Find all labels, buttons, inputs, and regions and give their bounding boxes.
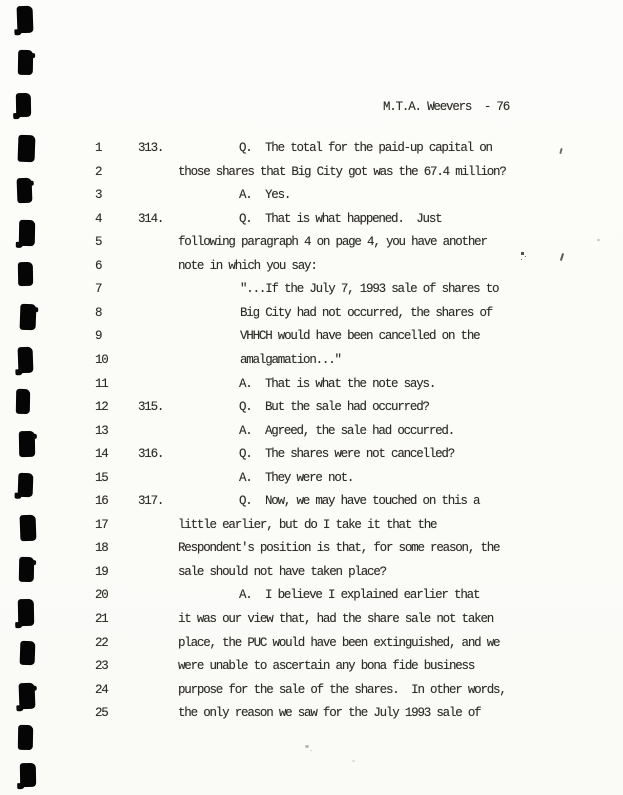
line-number: 6 (95, 258, 102, 273)
line-number: 5 (95, 235, 102, 250)
scan-speck (521, 252, 524, 255)
line-number: 11 (95, 376, 108, 391)
line-text: purpose for the sale of the shares. In other words, (178, 682, 506, 697)
transcript-line (0, 514, 623, 538)
transcript-line (0, 467, 623, 491)
transcript-line (0, 632, 623, 656)
line-text: were unable to ascertain any bona fide business (178, 659, 475, 674)
line-text: Big City had not occurred, the shares of (240, 305, 493, 320)
line-number: 21 (95, 612, 108, 626)
qa-marker: Q. (239, 494, 252, 509)
qa-marker: A. (239, 376, 252, 391)
line-number: 16 (95, 494, 108, 509)
qa-marker: A. (239, 588, 252, 603)
line-number: 20 (95, 588, 108, 603)
transcript-line (0, 255, 623, 279)
line-text: following paragraph 4 on page 4, you have another (178, 235, 487, 250)
transcript-line (0, 608, 623, 632)
line-number: 9 (95, 329, 102, 344)
question-number: 317. (138, 494, 164, 509)
line-number: 15 (95, 470, 108, 485)
line-text: it was our view that, had the share sale not taken (178, 612, 494, 626)
transcript-line (0, 561, 623, 585)
qa-marker: Q. (239, 400, 252, 415)
transcript-line (0, 137, 623, 161)
qa-marker: A. (239, 470, 252, 485)
line-text: "...If the July 7, 1993 sale of shares to (240, 282, 499, 297)
line-text: place, the PUC would have been extinguished, and we (178, 635, 500, 650)
transcript-line (0, 537, 623, 561)
binding-mark (20, 763, 36, 787)
qa-marker: A. (239, 188, 252, 203)
line-text: Respondent's position is that, for some reason, the (178, 541, 500, 556)
scan-speck (305, 745, 309, 748)
transcript-line (0, 490, 623, 514)
qa-marker: Q. (239, 447, 252, 462)
line-number: 1 (95, 141, 102, 155)
page-header: M.T.A. Weevers - 76 (383, 100, 510, 114)
scan-speck (352, 760, 355, 762)
line-number: 4 (95, 211, 102, 226)
question-number: 315. (138, 400, 164, 415)
line-text: those shares that Big City got was the 67.4 million? (178, 164, 506, 179)
transcript-line (0, 349, 623, 373)
line-text: Agreed, the sale had occurred. (265, 423, 455, 438)
transcript-line (0, 231, 623, 255)
binding-mark (16, 93, 31, 117)
line-text: VHHCH would have been cancelled on the (240, 329, 480, 344)
line-number: 24 (95, 682, 108, 697)
transcript-line (0, 302, 623, 326)
transcript-line (0, 443, 623, 467)
line-text: the only reason we saw for the July 1993 sale of (178, 706, 481, 721)
transcript-line (0, 325, 623, 349)
transcript-line (0, 655, 623, 679)
line-text: The total for the paid-up capital on (265, 141, 492, 155)
qa-marker: A. (239, 423, 252, 438)
line-number: 22 (95, 635, 108, 650)
line-number: 23 (95, 659, 108, 674)
transcript-line (0, 208, 623, 232)
transcript-line (0, 396, 623, 420)
transcript-line (0, 584, 623, 608)
line-number: 10 (95, 352, 108, 367)
question-number: 313. (138, 141, 164, 155)
transcript-line (0, 161, 623, 185)
line-text: That is what the note says. (265, 376, 436, 391)
line-number: 2 (95, 164, 102, 179)
line-number: 13 (95, 423, 108, 438)
line-text: That is what happened. Just (265, 211, 442, 226)
transcript-line (0, 679, 623, 703)
line-number: 12 (95, 400, 108, 415)
line-text: sale should not have taken place? (178, 564, 386, 579)
scan-speck (597, 239, 600, 241)
transcript-line (0, 278, 623, 302)
transcript-line (0, 373, 623, 397)
question-number: 314. (138, 211, 164, 226)
line-number: 17 (95, 517, 108, 532)
line-number: 25 (95, 706, 108, 721)
binding-mark (17, 6, 34, 34)
transcript-line (0, 184, 623, 208)
transcript-line (0, 702, 623, 726)
line-text: note in which you say: (178, 258, 317, 273)
line-number: 19 (95, 564, 108, 579)
line-number: 18 (95, 541, 108, 556)
qa-marker: Q. (239, 141, 252, 155)
binding-mark (18, 50, 33, 75)
question-number: 316. (138, 447, 164, 462)
line-number: 3 (95, 188, 102, 203)
line-text: Now, we may have touched on this a (265, 494, 480, 509)
line-text: Yes. (265, 188, 291, 203)
line-text: But the sale had occurred? (265, 400, 429, 415)
qa-marker: Q. (239, 211, 252, 226)
line-text: little earlier, but do I take it that the (178, 517, 437, 532)
line-text: They were not. (265, 470, 354, 485)
transcript-line (0, 420, 623, 444)
binding-mark (18, 725, 33, 750)
line-text: The shares were not cancelled? (265, 447, 455, 462)
line-text: amalgamation..." (240, 352, 341, 367)
line-number: 8 (95, 305, 102, 320)
line-number: 7 (95, 282, 102, 297)
line-number: 14 (95, 447, 108, 462)
line-text: I believe I explained earlier that (265, 588, 480, 603)
